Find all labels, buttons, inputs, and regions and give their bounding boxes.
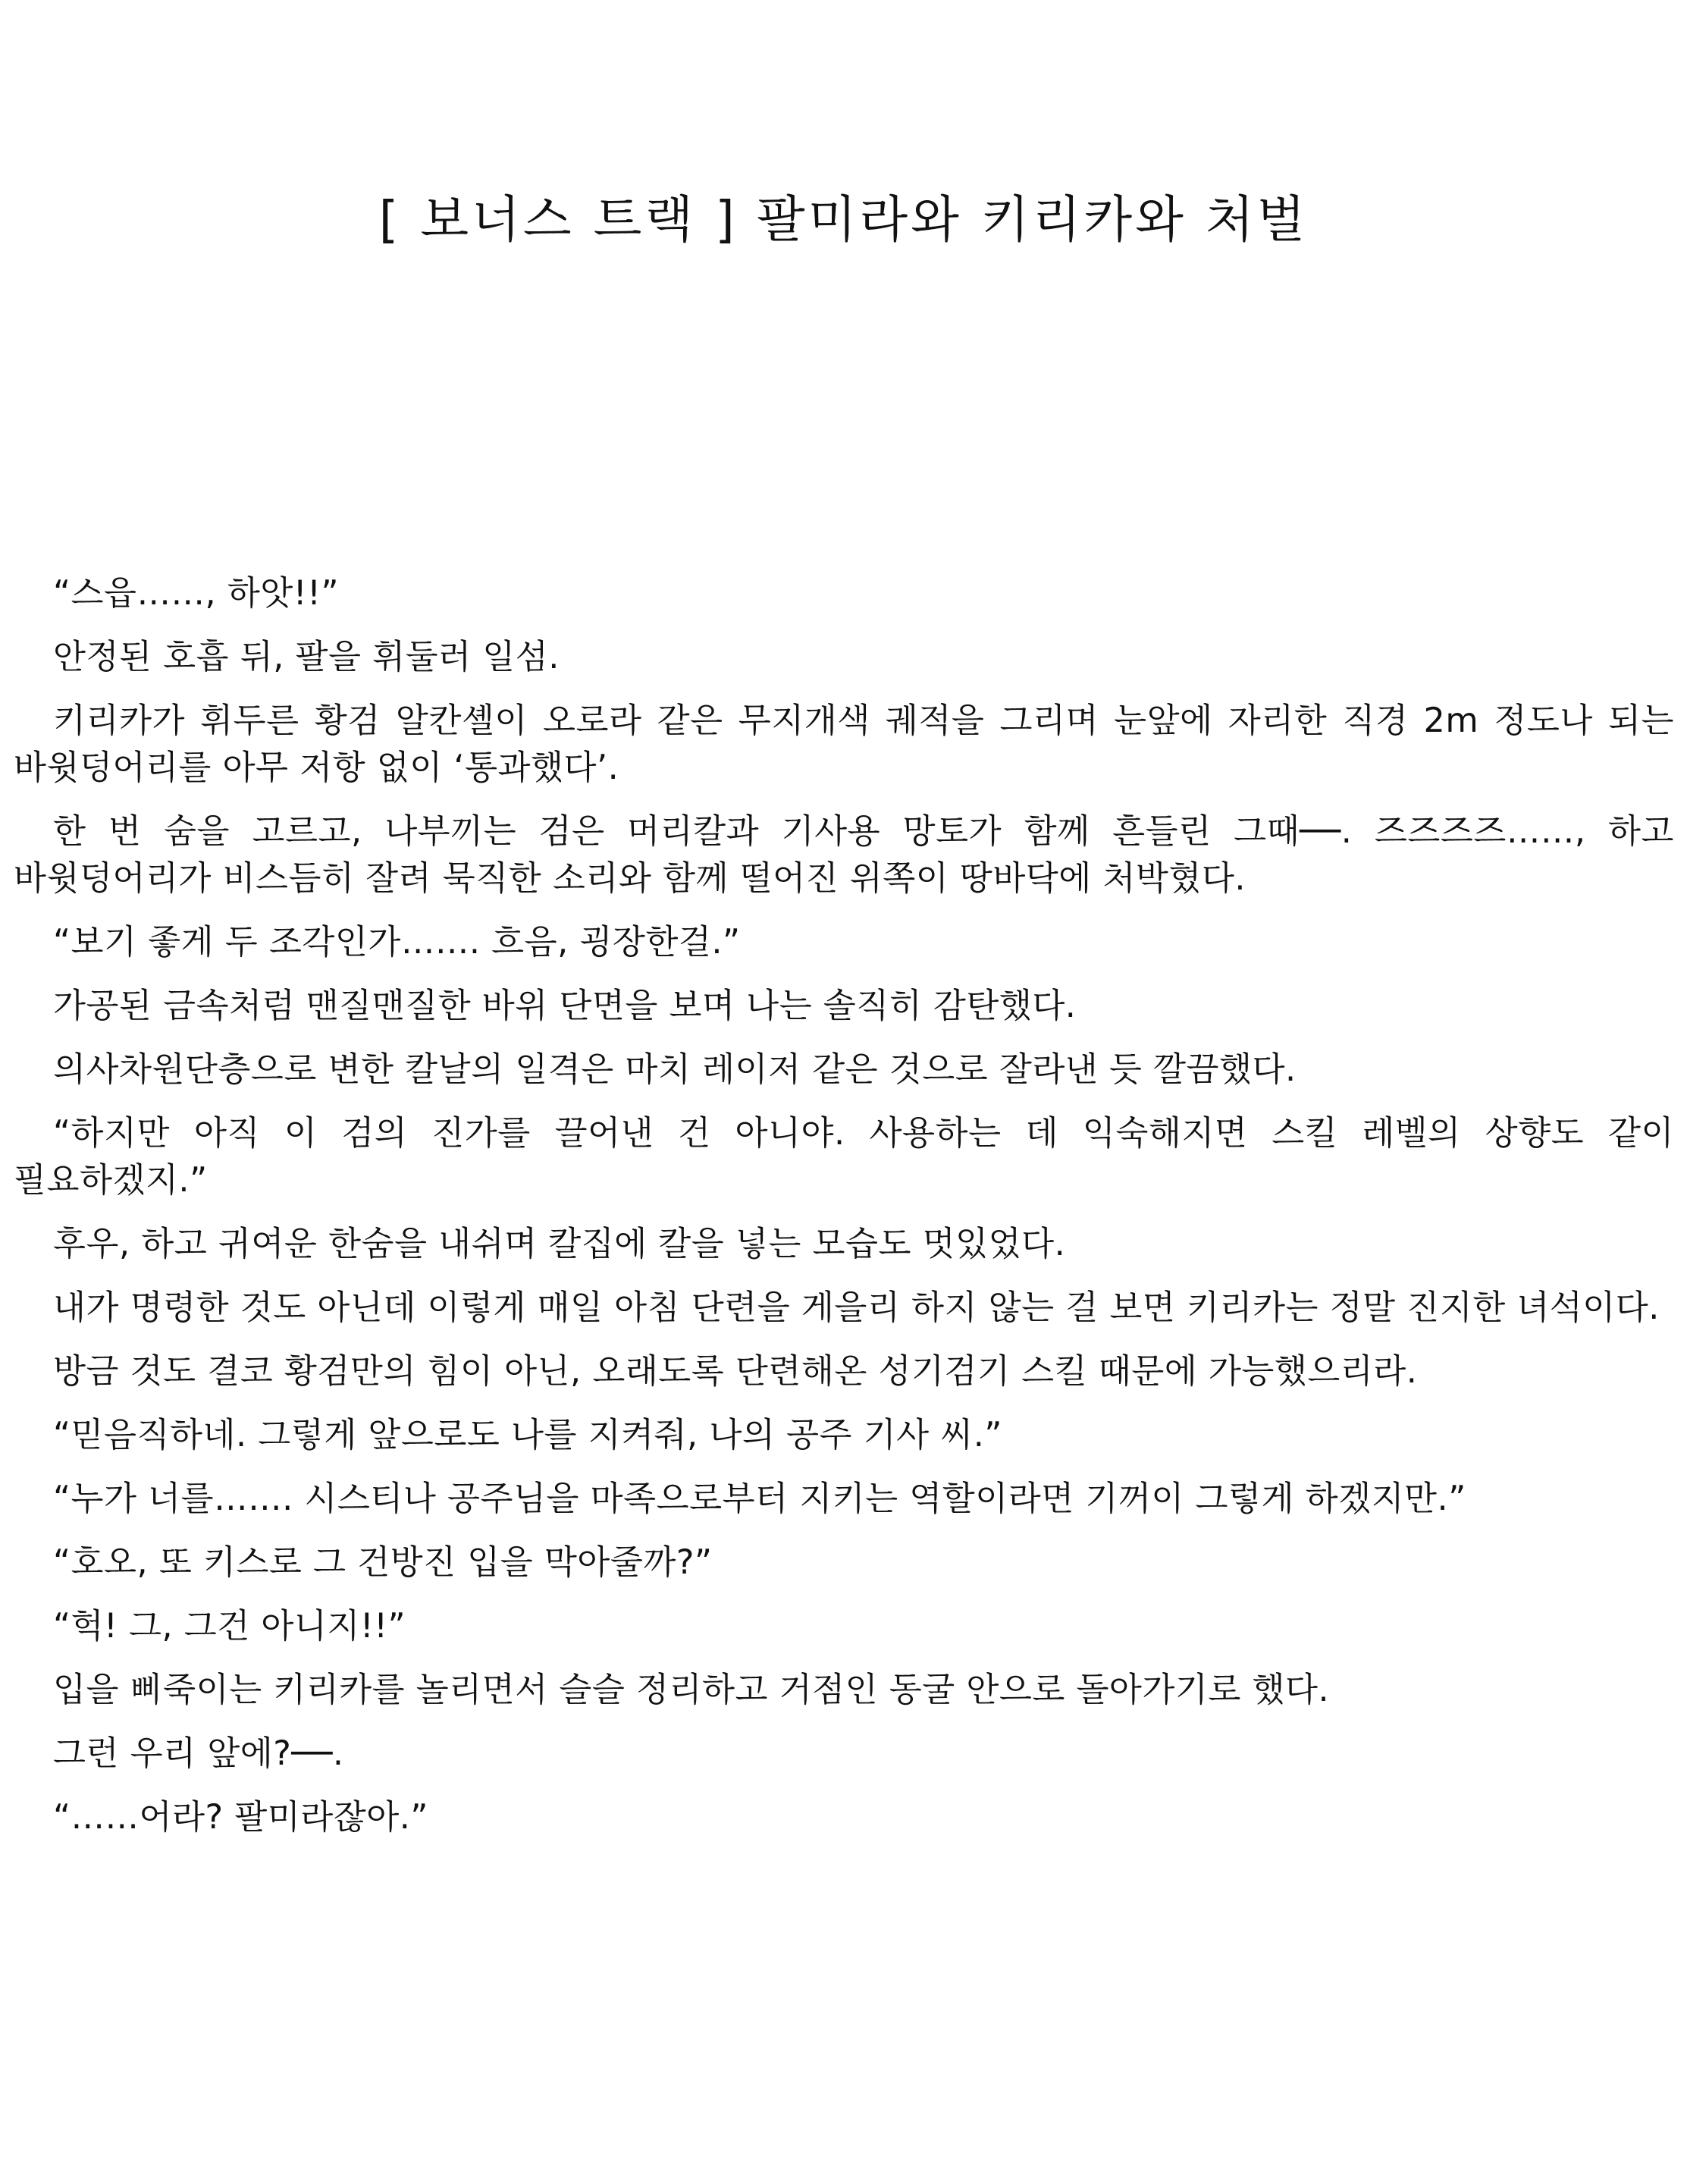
paragraph: 그런 우리 앞에?──. bbox=[53, 1734, 344, 1773]
paragraph: “보기 좋게 두 조각인가……. 흐음, 굉장한걸.” bbox=[53, 923, 741, 962]
paragraph: “하지만 아직 이 검의 진가를 끌어낸 건 아니야. 사용하는 데 익숙해지면 스킬 레벨의 상향도 같이 필요하겠지.” bbox=[14, 1114, 1674, 1200]
paragraph: “믿음직하네. 그렇게 앞으로도 나를 지켜줘, 나의 공주 기사 씨.” bbox=[53, 1416, 1002, 1454]
paragraph: 내가 명령한 것도 아닌데 이렇게 매일 아침 단련을 게을리 하지 않는 걸 보면 키리카는 정말 진지한 녀석이다. bbox=[53, 1288, 1660, 1327]
body-text bbox=[14, 570, 1674, 1858]
paragraph: “호오, 또 키스로 그 건방진 입을 막아줄까?” bbox=[53, 1543, 713, 1582]
paragraph: 입을 삐죽이는 키리카를 놀리면서 슬슬 정리하고 거점인 동굴 안으로 돌아가기로 했다. bbox=[53, 1671, 1330, 1709]
chapter-title: [ 보너스 트랙 ] 팔미라와 키리카와 처벌 bbox=[378, 190, 1309, 249]
paragraph: 가공된 금속처럼 맨질맨질한 바위 단면을 보며 나는 솔직히 감탄했다. bbox=[53, 987, 1077, 1025]
paragraph: 한 번 숨을 고르고, 나부끼는 검은 머리칼과 기사용 망토가 함께 흔들린 그때──. 즈즈즈즈……, 하고 바윗덩어리가 비스듬히 잘려 묵직한 소리와 함께 떨어진 위쪽이 땅바닥에 처박혔다. bbox=[14, 812, 1674, 898]
paragraph: “스읍……, 하앗!!” bbox=[53, 574, 340, 613]
paragraph: 키리카가 휘두른 황검 알칸셸이 오로라 같은 무지개색 궤적을 그리며 눈앞에 자리한 직경 2m 정도나 되는 바윗덩어리를 아무 저항 없이 ‘통과했다’. bbox=[14, 701, 1674, 787]
paragraph: 의사차원단층으로 변한 칼날의 일격은 마치 레이저 같은 것으로 잘라낸 듯 깔끔했다. bbox=[53, 1050, 1297, 1089]
paragraph: “……어라? 팔미라잖아.” bbox=[53, 1798, 428, 1837]
paragraph: 후우, 하고 귀여운 한숨을 내쉬며 칼집에 칼을 넣는 모습도 멋있었다. bbox=[53, 1225, 1066, 1263]
paragraph: “누가 너를……. 시스티나 공주님을 마족으로부터 지키는 역할이라면 기꺼이 그렇게 하겠지만.” bbox=[53, 1480, 1466, 1518]
paragraph: “헉! 그, 그건 아니지!!” bbox=[53, 1607, 406, 1646]
paragraph: 방금 것도 결코 황검만의 힘이 아닌, 오래도록 단련해온 성기검기 스킬 때문에 가능했으리라. bbox=[53, 1352, 1418, 1391]
paragraph: 안정된 호흡 뒤, 팔을 휘둘러 일섬. bbox=[53, 638, 560, 676]
